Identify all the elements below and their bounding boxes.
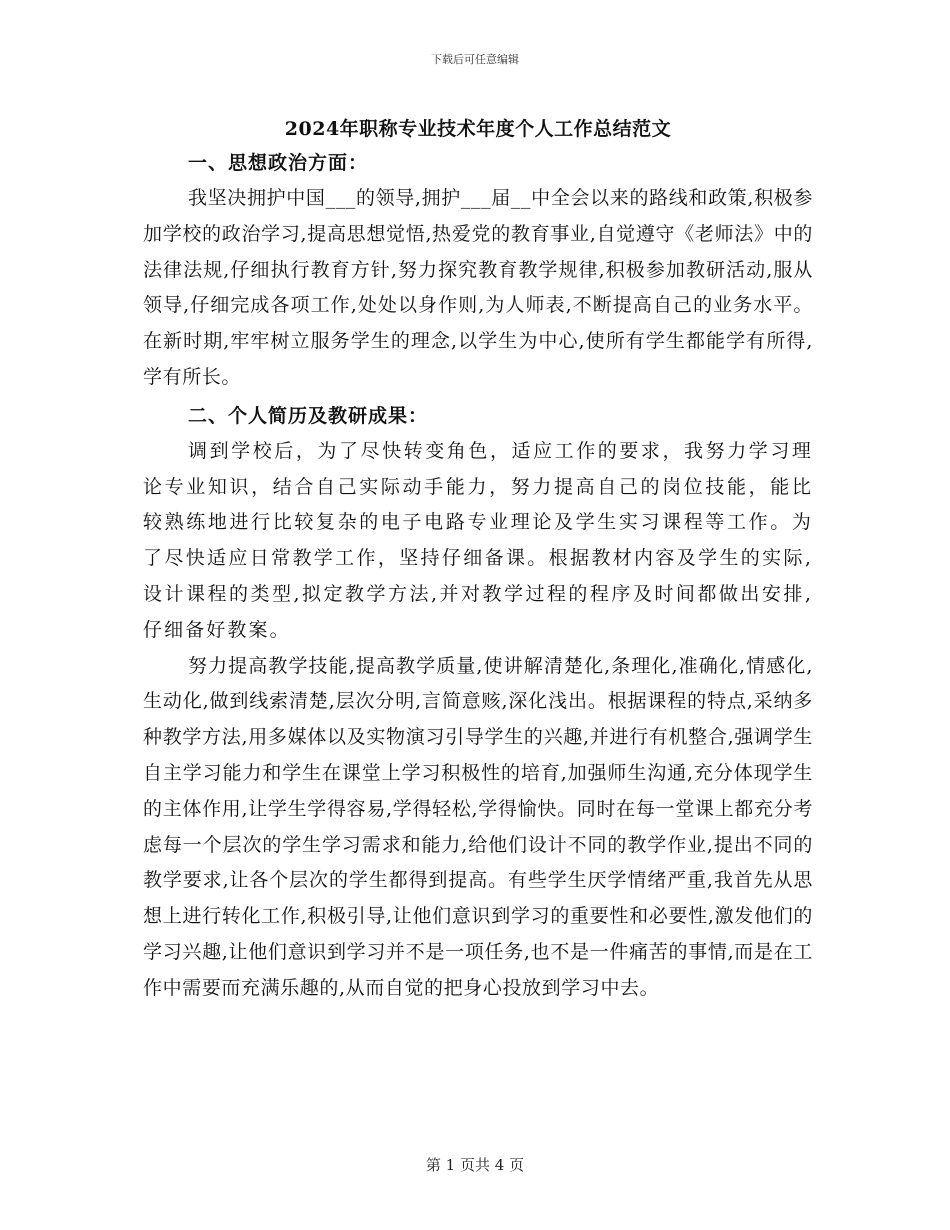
paragraph-politics: 我坚决拥护中国___的领导,拥护___届__中全会以来的路线和政策,积极参加学校的政治学习,提高思想觉悟,热爱党的教育事业,自觉遵守《老师法》中的法律法规,仔细执行教育方针,努力探究教育教学规律,积极参加教研活动,服从领导,仔细完成各项工作,处处以身作则,为人师表,不断提高自己的业务水平。在新时期,牢牢树立服务学生的理念,以学生为中心,使所有学生都能学有所得,学有所长。 <box>143 187 813 388</box>
document-title: 2024年职称专业技术年度个人工作总结范文 <box>284 118 672 140</box>
header-note: 下载后可任意编辑 <box>431 53 519 66</box>
paragraph-resume-1: 调到学校后，为了尽快转变角色，适应工作的要求，我努力学习理论专业知识，结合自己实际动手能力，努力提高自己的岗位技能，能比较熟练地进行比较复杂的电子电路专业理论及学生实习课程等工作。为了尽快适应日常教学工作，坚持仔细备课。根据教材内容及学生的实际,设计课程的类型,拟定教学方法,并对教学过程的程序及时间都做出安排,仔细备好教案。 <box>143 439 813 641</box>
document-body <box>143 113 813 1007</box>
section-heading-resume: 二、个人简历及教研成果： <box>188 404 429 427</box>
section-heading-politics: 一、思想政治方面： <box>188 152 369 174</box>
page-number: 第 1 页共 4 页 <box>425 1156 525 1174</box>
paragraph-resume-2: 努力提高教学技能,提高教学质量,使讲解清楚化,条理化,准确化,情感化,生动化,做到线索清楚,层次分明,言简意赅,深化浅出。根据课程的特点,采纳多种教学方法,用多媒体以及实物演习引导学生的兴趣,并进行有机整合,强调学生自主学习能力和学生在课堂上学习积极性的培育,加强师生沟通,充分体现学生的主体作用,让学生学得容易,学得轻松,学得愉快。同时在每一堂课上都充分考虑每一个层次的学生学习需求和能力,给他们设计不同的教学作业,提出不同的教学要求,让各个层次的学生都得到提高。有些学生厌学情绪严重,我首先从思想上进行转化工作,积极引导,让他们意识到学习的重要性和必要性,激发他们的学习兴趣,让他们意识到学习并不是一项任务,也不是一件痛苦的事情,而是在工作中需要而充满乐趣的,从而自觉的把身心投放到学习中去。 <box>143 654 813 999</box>
